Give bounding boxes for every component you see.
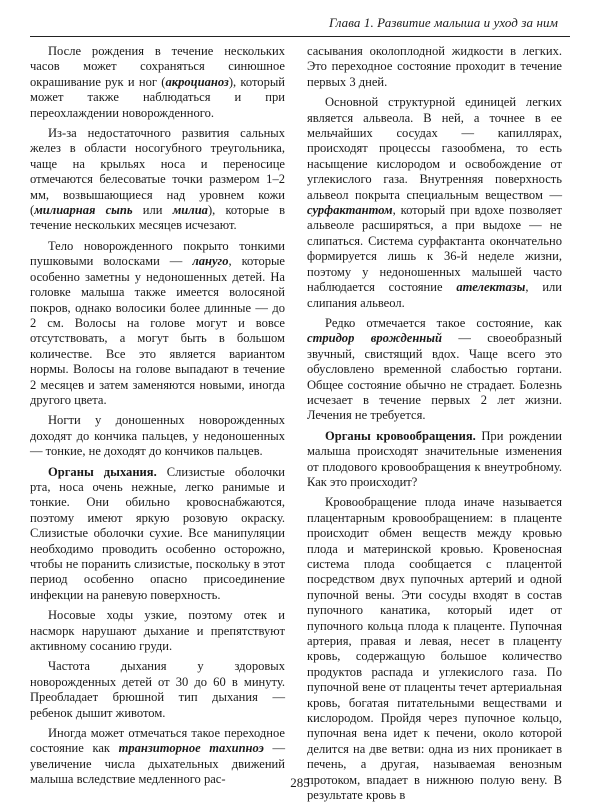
text-run: , который при вдохе позволяет альвеоле расширяться, а при выдохе — не слипаться. Система сурфактанта окончательно формируется лишь к 36-й неделе жизни, поэтому у недоношенных малышей часто наблюдается состояние <box>307 203 562 295</box>
text-run: Слизистые оболочки рта, носа очень нежные, легко ранимые и тонкие. Они обильно кровоснабжаются, поэтому имеют яркую розовую окраску. Слизистые оболочки сухие. Все манипуляции необходимо проводить особенно осторожно, чтобы не поранить слизистые, поскольку в этот период особенно опасно присоединение инфекции на раневую поверхность. <box>30 464 286 602</box>
text-run: — увеличение числа дыхательных движений малыша вследствие медленного рас- <box>30 741 285 787</box>
text-run: После рождения в течение нескольких часов может сохраняться синюшное окрашивание рук и ног ( <box>30 44 285 89</box>
text-run: ), который может также наблюдаться и при переохлаждении новорожденного. <box>30 74 285 120</box>
term-miliaria: милиарная сыпь <box>34 203 133 218</box>
paragraph-milia <box>30 126 285 234</box>
paragraph-fetal-circulation <box>307 495 562 803</box>
text-run: ), которые в течение нескольких месяцев исчезают. <box>30 203 285 233</box>
text-run: При рождении малыша происходят значительные изменения от плодового кровообращения к внеутробному. Как это происходит? <box>307 428 562 489</box>
paragraph-nasal-passages <box>30 608 285 654</box>
heading-circulatory-organs: Органы кровообращения. <box>325 428 476 443</box>
text-run: Редко отмечается такое состояние, как <box>325 315 562 330</box>
text-run: Из-за недостаточного развития сальных желез в области носогубного треугольника, чаще на крыльях носа и переносице отмечаются белесоватые точки размером 1–2 мм, возвышающиеся над уровнем кожи ( <box>30 126 285 218</box>
right-column <box>307 44 562 809</box>
paragraph-acrocyanosis <box>30 44 285 121</box>
text-run: Основной структурной единицей легких является альвеола. В ней, а точнее в ее мельчайших сосудах — капиллярах, происходят процессы газообмена, то есть насыщение кислородом и освобождение от углекислого газа. Внутренняя поверхность альвеол покрыта специальным веществом — <box>307 95 562 202</box>
paragraph-nails <box>30 413 285 459</box>
text-run: , которые особенно заметны у недоношенных детей. На головке малыша также имеется волосяной покров, однако волосики более длинные — до 2 см. Волосы на голове могут и вовсе отсутствовать, а могут быть в большом количестве. Все это является вариантом нормы. Волосы на голове выпадают в течение 2 месяцев и затем заменяются новыми, иногда другого цвета. <box>30 254 285 407</box>
text-run: Ногти у доношенных новорожденных доходят до кончика пальцев, у недоношенных — тонкие, не доходят до кончиков пальцев. <box>30 413 285 459</box>
text-run: Частота дыхания у здоровых новорожденных детей от 30 до 60 в минуту. Преобладает брюшной тип дыхания — ребенок дышит животом. <box>30 659 285 720</box>
heading-respiratory-organs: Органы дыхания. <box>48 464 157 479</box>
text-run: — своеобразный звучный, свистящий вдох. Чаще всего это обусловлено временной слабостью гортани. Общее состояние обычно не страдает. Болезнь исчезает в течение первых 2 лет жизни. Лечения не требуется. <box>307 331 563 423</box>
left-column <box>30 44 285 793</box>
paragraph-breathing-rate <box>30 659 285 721</box>
paragraph-respiratory-organs <box>30 465 285 604</box>
paragraph-continuation <box>307 44 562 90</box>
paragraph-circulatory-organs <box>307 429 562 491</box>
term-milia: милиа <box>172 203 208 218</box>
paragraph-stridor <box>307 316 562 424</box>
term-atelectasis: ателектазы <box>456 280 526 295</box>
paragraph-lanugo <box>30 239 285 408</box>
text-run: или <box>132 203 173 218</box>
text-run: Кровообращение плода иначе называется плацентарным кровообращением: в плаценте происходит обмен веществ между кровью плода и материнской кровью. Кровеносная система плода сообщается с плацентой посредством двух пупочных артерий и одной пупочной вены. Эти сосуды входят в состав пупочного канатика, который идет от пупочного кольца плода к плаценте. Пупочная артерия, правая и левая, несет в плаценту кровь, содержащую большое количество продуктов распада и углекислого газа. По пупочной вене от плаценты течет артериальная кровь, богатая питательными веществами и кислородом. Пройдя через пупочное кольцо, пупочная вена идет к печени, около которой делится на две ветви: одна из них проникает в печень, а другая, называемая венозным протоком, впадает в нижнюю полую вену. В результате кровь в <box>307 495 562 803</box>
text-run: Носовые ходы узкие, поэтому отек и насморк нарушают дыхание и препятствуют активному сосанию груди. <box>30 608 285 654</box>
term-transient-tachypnea: транзиторное тахипноэ <box>118 741 264 756</box>
chapter-title: Глава 1. Развитие малыша и уход за ним <box>328 15 558 30</box>
running-header <box>30 10 570 37</box>
term-congenital-stridor: стридор врожденный <box>307 331 442 346</box>
term-surfactant: сурфактантом <box>307 203 393 218</box>
term-acrocyanosis: акроцианоз <box>165 74 229 89</box>
text-run: Тело новорожденного покрыто тонкими пушковыми волосками — <box>30 238 285 269</box>
term-lanugo: лануго <box>192 254 229 269</box>
text-run: , или слипания альвеол. <box>307 280 563 310</box>
text-run: сасывания околоплодной жидкости в легких. Это переходное состояние проходит в течение первых 3 дней. <box>307 44 562 89</box>
page-number: 285 <box>290 775 310 790</box>
text-run: Иногда может отмечаться такое переходное состояние как <box>30 726 285 756</box>
paragraph-alveoli <box>307 95 562 311</box>
